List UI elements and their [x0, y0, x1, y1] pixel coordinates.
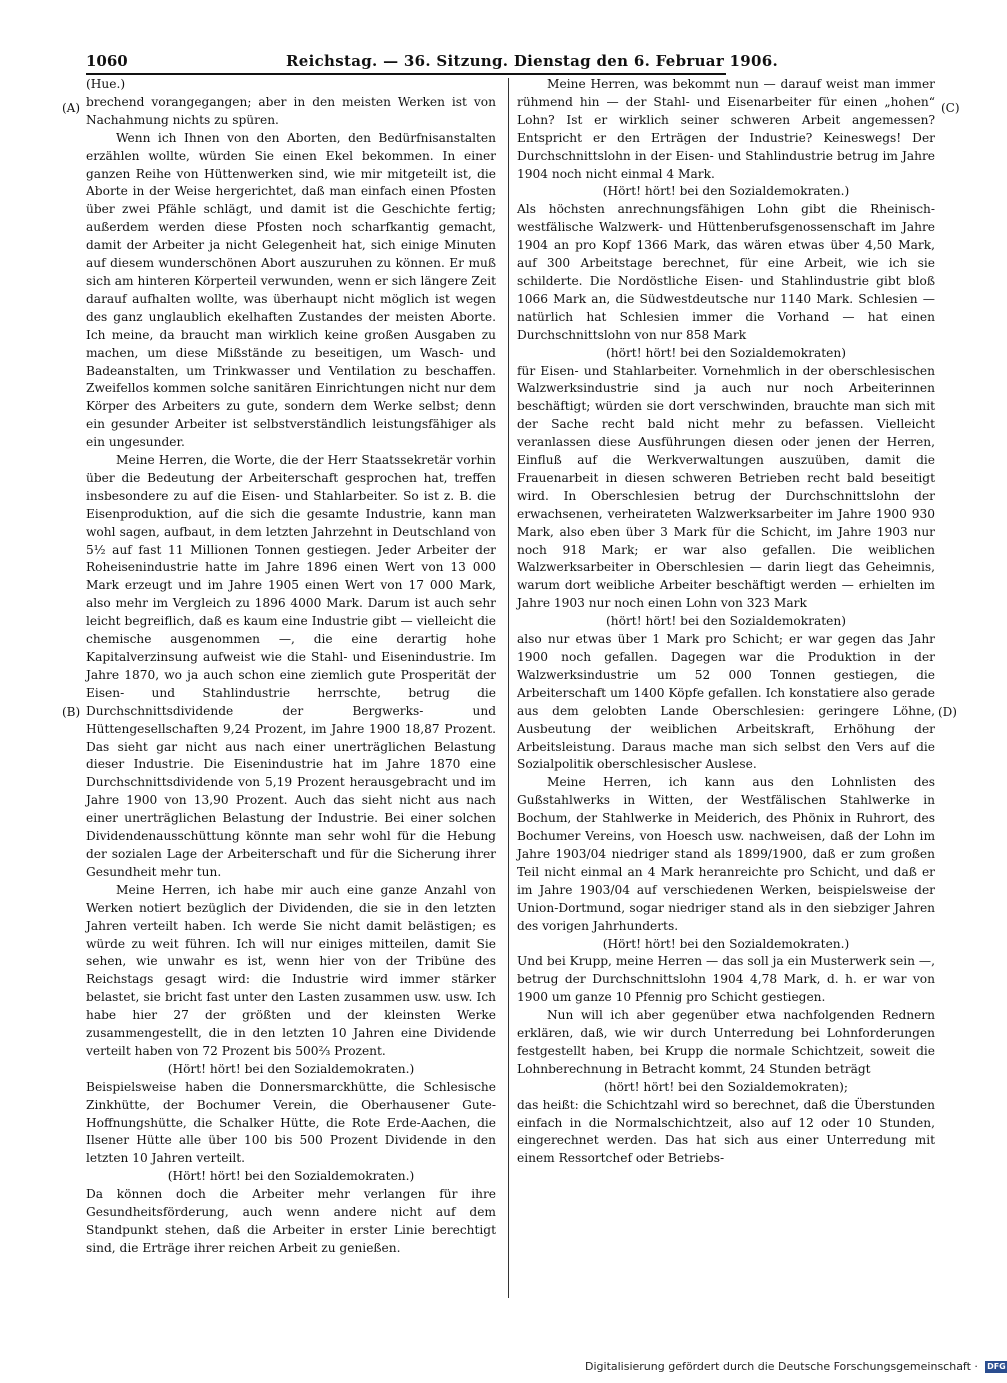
margin-letter-a: (A)	[62, 101, 81, 115]
paragraph: Meine Herren, was bekommt nun — darauf weist man immer rühmend hin — der Stahl- und Eisenarbeiter für einen „hohen“ Lohn? Ist er wirklich seiner schweren Arbeit angemessen? Entspricht er den Erträgen der Industrie? Keineswegs! Der Durchschnittslohn in der Eisen- und Stahlindustrie betrug im Jahre 1904 noch nicht einmal 4 Mark.	[517, 77, 935, 181]
interjection: (hört! hört! bei den Sozialdemokraten);	[603, 1079, 849, 1094]
right-column-text	[517, 76, 935, 1168]
interjection: (Hört! hört! bei den Sozialdemokraten.)	[602, 936, 850, 951]
column-divider	[508, 78, 509, 1298]
paragraph: für Eisen- und Stahlarbeiter. Vornehmlich in der oberschlesischen Walzwerksindustrie sind ja auch nur noch Arbeiterinnen beschäftigt; würden sie dort verschwinden, brauchte man sich mit der Sache recht bald nicht mehr zu befassen. Vielleicht veranlassen diese Ausführungen diesen oder jenen der Herren, Einfluß auf die Werkverwaltungen auszuüben, damit die Frauenarbeit in diesen schweren Betrieben recht bald beseitigt wird. In Oberschlesien betrug der Durchschnittslohn der erwachsenen, verheirateten Walzwerksarbeiter im Jahre 1900 930 Mark, also eben über 3 Mark für die Schicht, im Jahre 1903 nur noch 918 Mark; er war also gefallen. Die weiblichen Walzwerksarbeiter in Oberschlesien — darin liegt das Geheimnis, warum dort weibliche Arbeiter beschäftigt werden — erhielten im Jahre 1903 nur noch einen Lohn von 323 Mark	[517, 363, 935, 611]
paragraph: Und bei Krupp, meine Herren — das soll ja ein Musterwerk sein —, betrug der Durchschnittslohn 1904 4,78 Mark, d. h. er war von 1900 um ganze 10 Pfennig pro Schicht gestiegen.	[517, 954, 935, 1005]
margin-letter-c: (C)	[941, 101, 960, 115]
paragraph: Als höchsten anrechnungsfähigen Lohn gibt die Rheinisch-westfälische Walzwerk- und Hüttenberufsgenossenschaft im Jahre 1904 an pro Kopf 1366 Mark, das wären etwas über 4,50 Mark, auf 300 Arbeitstage berechnet, für eine Arbeit, wie ich sie schilderte. Die Nordöstliche Eisen- und Stahlindustrie gibt bloß 1066 Mark an, die Südwestdeutsche nur 1140 Mark. Schlesien — natürlich hat Schlesien immer die Vorhand — hat einen Durchschnittslohn von nur 858 Mark	[517, 202, 935, 342]
interjection: (Hört! hört! bei den Sozialdemokraten.)	[167, 1061, 415, 1076]
paragraph: brechend vorangegangen; aber in den meisten Werken ist von Nachahmung nichts zu spüren.	[86, 94, 496, 127]
footer-credit	[585, 1360, 1006, 1376]
paragraph: Nun will ich aber gegenüber etwa nachfolgenden Rednern erklären, daß, wie wir durch Unterredung bei Lohnforderungen festgestellt haben, bei Krupp die normale Schichtzeit, soweit die Lohnberechnung in Betracht kommt, 24 Stunden beträgt	[517, 1008, 935, 1076]
dfg-logo: DFG	[987, 1362, 1006, 1371]
speaker-label: (Hue.)	[86, 77, 126, 91]
paragraph: Meine Herren, ich kann aus den Lohnlisten des Gußstahlwerks in Witten, der Westfälischen Stahlwerke in Bochum, der Stahlwerke in Meiderich, des Phönix in Ruhrort, des Bochumer Vereins, von Hoesch usw. nachweisen, daß der Lohn im Jahre 1903/04 niedriger stand als 1899/1900, daß er zum großen Teil nicht einmal an 4 Mark heranreichte pro Schicht, und daß er im Jahre 1903/04 auf verschiedenen Werken, beispielsweise der Union-Dortmund, sogar niedriger stand als in den siebziger Jahren des vorigen Jahrhunderts.	[517, 775, 935, 933]
margin-letter-b: (B)	[62, 705, 81, 719]
header-rule	[86, 73, 726, 75]
left-column	[86, 76, 496, 1306]
paragraph: Meine Herren, ich habe mir auch eine ganze Anzahl von Werken notiert bezüglich der Dividenden, die sie in den letzten Jahren verteilt haben. Ich werde Sie nicht damit belästigen; es würde zu weit führen. Ich will nur einiges mitteilen, damit Sie sehen, wie unwahr es ist, wenn hier von der Tribüne des Reichstags gesagt wird: die Industrie wird immer stärker belastet, sie bricht fast unter den Lasten zusammen usw. usw. Ich habe hier 27 der größten und der kleinsten Werke zusammengestellt, die in den letzten 10 Jahren eine Dividende verteilt haben von 72 Prozent bis 500⅔ Prozent.	[86, 882, 496, 1058]
interjection: (Hört! hört! bei den Sozialdemokraten.)	[167, 1169, 415, 1184]
paragraph: Wenn ich Ihnen von den Aborten, den Bedürfnisanstalten erzählen wollte, würden Sie einen Ekel bekommen. In einer ganzen Reihe von Hüttenwerken sind, wie mir mitgeteilt ist, die Aborte in der Weise hergerichtet, daß man einfach einen Pfosten über zwei Pfähle schlägt, und damit ist die Geschichte fertig; außerdem werden diese Pfosten noch scharfkantig gemacht, damit der Arbeiter ja nicht Gelegenheit hat, sich einige Minuten auf diesem wunderschönen Abort auszuruhen zu können. Er muß sich am hinteren Körperteil verwunden, wenn er sich längere Zeit darauf aufhalten wollte, was überhaupt nicht möglich ist wegen des ganz unglaublich ekelhaften Zustandes der meisten Aborte. Ich meine, da braucht man wirklich keine großen Ausgaben zu machen, um diese Mißstände zu beseitigen, um Wasch- und Badeanstalten, um Trinkwasser und Ventilation zu beschaffen. Zweifellos kommen solche sanitären Einrichtungen nicht nur dem Körper des Arbeiters zu gute, sondern dem Werke selbst; denn ein gesunder Arbeiter ist selbstverständlich leistungsfähiger als ein ungesunder.	[86, 130, 496, 450]
right-column	[517, 76, 935, 1306]
interjection: (hört! hört! bei den Sozialdemokraten)	[606, 614, 846, 629]
left-column-text	[86, 94, 496, 1258]
margin-letter-d: (D)	[938, 705, 957, 719]
paragraph: Da können doch die Arbeiter mehr verlangen für ihre Gesundheitsförderung, auch wenn andere nicht auf dem Standpunkt stehen, daß die Arbeiter in erster Linie berechtigt sind, die Erträge ihrer reichen Arbeit zu genießen.	[86, 1187, 496, 1255]
paragraph: Beispielsweise haben die Donnersmarckhütte, die Schlesische Zinkhütte, der Bochumer Verein, die Oberhausener Gute-Hoffnungshütte, die Schalker Hütte, die Rote Erde-Aachen, die Ilsener Hütte alle über 100 bis 500 Prozent Dividende in den letzten 10 Jahren verteilt.	[86, 1079, 496, 1166]
paragraph: also nur etwas über 1 Mark pro Schicht; er war gegen das Jahr 1900 noch gefallen. Dagegen war die Produktion in der Walzwerksindustrie um 52 000 Tonnen gestiegen, die Arbeiterschaft um 1400 Köpfe gefallen. Ich konstatiere also gerade aus dem gelobten Lande Oberschlesien: geringere Löhne, Ausbeutung der weiblichen Arbeitskraft, Erhöhung der Arbeitsleistung. Daraus mache man sich selbst den Vers auf die Sozialpolitik oberschlesischer Auslese.	[517, 632, 935, 772]
paragraph: das heißt: die Schichtzahl wird so berechnet, daß die Überstunden einfach in die Normalschichtzeit, also auf 12 oder 10 Stunden, eingerechnet werden. Das hat sich aus einer Unterredung mit einem Ressortchef oder Betriebs-	[517, 1097, 935, 1166]
paragraph: Meine Herren, die Worte, die der Herr Staatssekretär vorhin über die Bedeutung der Arbeiterschaft gesprochen hat, treffen insbesondere zu auf die Eisen- und Stahlarbeiter. So ist z. B. die Eisenproduktion, auf die sich die gesamte Industrie, kann man wohl sagen, aufbaut, in dem letzten Jahrzehnt in Deutschland von 5½ auf fast 11 Millionen Tonnen gestiegen. Jeder Arbeiter der Roheisenindustrie hatte im Jahre 1896 einen Wert von 13 000 Mark erzeugt und im Jahre 1905 einen Wert von 17 000 Mark, also mehr im Vergleich zu 1896 4000 Mark. Darum ist auch sehr leicht begreiflich, daß es kaum eine Industrie gibt — vielleicht die chemische ausgenommen —, die eine derartig hohe Kapitalverzinsung aufweist wie die Stahl- und Eisenindustrie. Im Jahre 1870, wo ja auch schon eine ziemlich gute Prosperität der Eisen- und Stahlindustrie herrschte, betrug die Durchschnittsdividende der Bergwerks- und Hüttengesellschaften 9,24 Prozent, im Jahre 1900 18,87 Prozent. Das sieht gar nicht aus nach einer unerträglichen Belastung dieser Industrie. Die Eisenindustrie hat im Jahre 1870 eine Durchschnittsdividende von 5,19 Prozent herausgebracht und im Jahre 1900 von 13,90 Prozent. Auch das sieht nicht aus nach einer unerträglichen Belastung der Industrie. Bei einer solchen Dividendenausschüttung könnte man sehr wohl für die Hebung der sozialen Lage der Arbeiterschaft und für die Sicherung ihrer Gesundheit mehr tun.	[86, 453, 496, 879]
interjection: (Hört! hört! bei den Sozialdemokraten.)	[602, 184, 850, 199]
footer-text: Digitalisierung gefördert durch die Deutsche Forschungsgemeinschaft ·	[585, 1360, 978, 1373]
page-header	[86, 50, 779, 72]
running-title: Reichstag. — 36. Sitzung. Dienstag den 6. Februar 1906.	[286, 52, 779, 70]
interjection: (hört! hört! bei den Sozialdemokraten)	[606, 345, 846, 360]
page-number: 1060	[86, 52, 128, 70]
